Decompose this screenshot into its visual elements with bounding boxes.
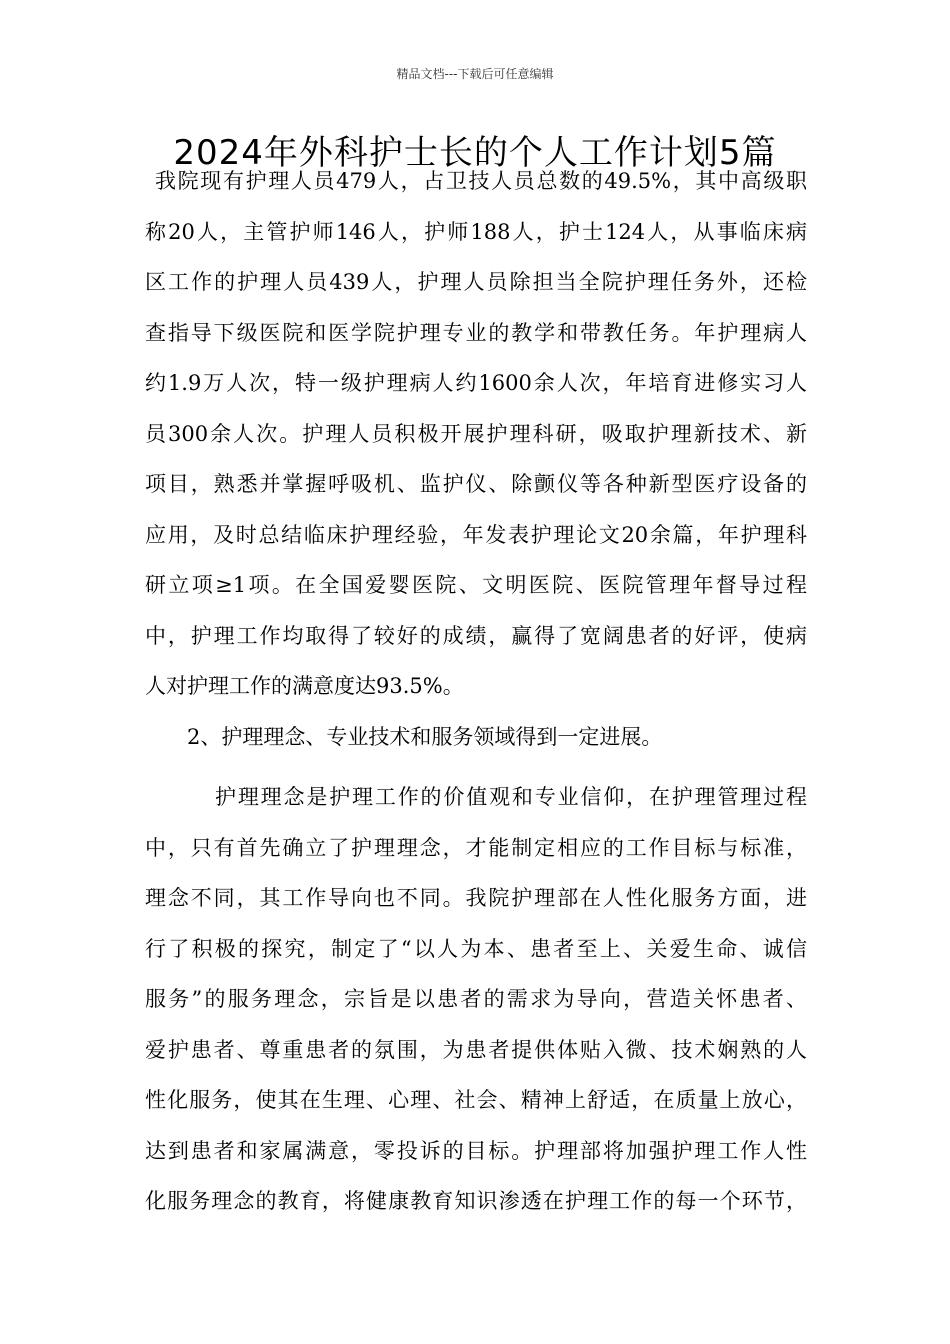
paragraph-line: 化服务理念的教育，将健康教育知识渗透在护理工作的每一个环节，: [145, 1189, 807, 1213]
paragraph-line: 行了积极的探究，制定了“以人为本、患者至上、关爱生命、诚信: [145, 936, 807, 961]
paragraph-1: [145, 156, 807, 712]
paragraph-line: 中，只有首先确立了护理理念，才能制定相应的工作目标与标准，: [145, 835, 807, 860]
page-header: 精品文档---下载后可任意编辑: [396, 67, 554, 81]
paragraph-2: [145, 712, 807, 763]
paragraph-3: [145, 772, 807, 1227]
paragraph-line: 中，护理工作均取得了较好的成绩，赢得了宽阔患者的好评，使病: [145, 623, 807, 648]
paragraph-line: 护理理念是护理工作的价值观和专业信仰，在护理管理过程: [215, 785, 807, 809]
paragraph-line: 性化服务，使其在生理、心理、社会、精神上舒适，在质量上放心，: [145, 1088, 807, 1112]
paragraph-line: 查指导下级医院和医学院护理专业的教学和带教任务。年护理病人: [145, 320, 807, 345]
paragraph-line: 2、护理理念、专业技术和服务领域得到一定进展。: [187, 725, 663, 749]
paragraph-line: 员300余人次。护理人员积极开展护理科研，吸取护理新技术、新: [145, 421, 807, 446]
paragraph-line: 人对护理工作的满意度达93.5%。: [145, 674, 464, 698]
paragraph-line: 我院现有护理人员479人，占卫技人员总数的49.5%，其中高级职: [155, 169, 807, 193]
paragraph-line: 应用，及时总结临床护理经验，年发表护理论文20余篇，年护理科: [145, 522, 807, 547]
paragraph-line: 服务”的服务理念，宗旨是以患者的需求为导向，营造关怀患者、: [145, 987, 807, 1011]
paragraph-line: 称20人，主管护师146人，护师188人，护士124人，从事临床病: [145, 219, 807, 244]
paragraph-line: 约1.9万人次，特一级护理病人约1600余人次，年培育进修实习人: [145, 371, 807, 395]
paragraph-line: 爱护患者、尊重患者的氛围，为患者提供体贴入微、技术娴熟的人: [145, 1037, 807, 1062]
paragraph-line: 区工作的护理人员439人，护理人员除担当全院护理任务外，还检: [145, 270, 807, 294]
paragraph-line: 项目，熟悉并掌握呼吸机、监护仪、除颤仪等各种新型医疗设备的: [145, 472, 807, 496]
paragraph-line: 理念不同，其工作导向也不同。我院护理部在人性化服务方面，进: [145, 886, 807, 910]
document-title: 2024年外科护士长的个人工作计划5篇: [173, 133, 777, 173]
paragraph-line: 研立项≥1项。在全国爱婴医院、文明医院、医院管理年督导过程: [145, 573, 807, 597]
paragraph-line: 达到患者和家属满意，零投诉的目标。护理部将加强护理工作人性: [145, 1138, 807, 1163]
